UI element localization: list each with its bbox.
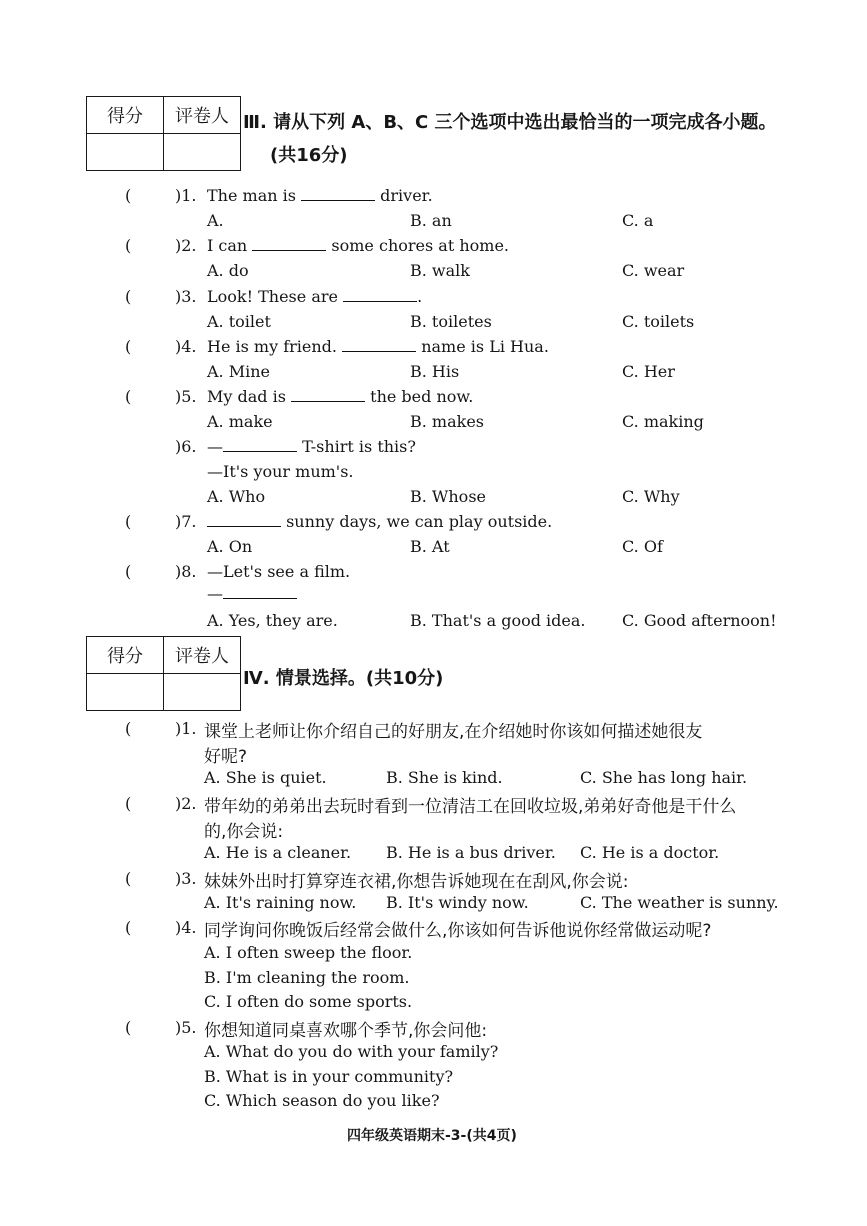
question-line-2: 的,你会说:: [204, 822, 284, 842]
option-c: C. Of: [622, 537, 663, 556]
option-b: B. an: [410, 211, 452, 230]
question-text: My dad is the bed now.: [207, 387, 474, 406]
question-number: )2.: [175, 794, 197, 813]
option-b: B. It's windy now.: [386, 893, 529, 912]
blank-line: [343, 300, 417, 302]
question-line-2: 好呢?: [204, 747, 248, 767]
option-a: A. make: [207, 412, 273, 431]
blank-line: [291, 400, 365, 402]
answer-bracket: (: [125, 869, 132, 888]
blank-line: [301, 199, 375, 201]
answer-bracket: (: [125, 794, 132, 813]
answer-bracket: (: [125, 337, 132, 356]
option-c: C. Her: [622, 362, 675, 381]
option-b: B. That's a good idea.: [410, 611, 586, 630]
section-4-title: Ⅳ. 情景选择。(共10分): [243, 668, 444, 689]
option-c: C. The weather is sunny.: [580, 893, 779, 912]
option-c: C. wear: [622, 261, 685, 280]
answer-bracket: (: [125, 719, 132, 738]
option-b: B. I'm cleaning the room.: [204, 968, 410, 987]
page-footer: 四年级英语期末-3-(共4页): [347, 1128, 517, 1144]
question-text: 带年幼的弟弟出去玩时看到一位清洁工在回收垃圾,弟弟好奇他是干什么: [204, 797, 737, 817]
score-box-2: [86, 636, 241, 711]
score-label: 得分: [87, 637, 164, 674]
answer-bracket: (: [125, 918, 132, 937]
question-line-2: —: [207, 584, 297, 603]
score-cell: [87, 134, 164, 171]
blank-line: [223, 450, 297, 452]
option-c: C. a: [622, 211, 654, 230]
question-number: )6.: [175, 437, 197, 456]
blank-line: [223, 597, 297, 599]
question-text: — T-shirt is this?: [207, 437, 416, 456]
question-line-2: —It's your mum's.: [207, 462, 354, 481]
question-number: )5.: [175, 387, 197, 406]
answer-bracket: (: [125, 512, 132, 531]
answer-bracket: (: [125, 236, 132, 255]
answer-bracket: (: [125, 1018, 132, 1037]
score-box-1: [86, 96, 241, 171]
grader-cell: [164, 674, 241, 711]
option-c: C. Why: [622, 487, 680, 506]
option-b: B. At: [410, 537, 450, 556]
grader-label: 评卷人: [164, 97, 241, 134]
answer-bracket: (: [125, 287, 132, 306]
question-text: 你想知道同桌喜欢哪个季节,你会问他:: [204, 1021, 488, 1041]
option-b: B. makes: [410, 412, 485, 431]
question-number: )3.: [175, 869, 197, 888]
question-number: )4.: [175, 918, 197, 937]
option-b: B. He is a bus driver.: [386, 843, 556, 862]
option-b: B. Whose: [410, 487, 486, 506]
option-a: A. She is quiet.: [204, 768, 327, 787]
option-a: A. toilet: [207, 312, 271, 331]
question-text: Look! These are .: [207, 287, 423, 306]
option-c: C. toilets: [622, 312, 695, 331]
answer-bracket: (: [125, 387, 132, 406]
question-number: )2.: [175, 236, 197, 255]
option-c: C. Good afternoon!: [622, 611, 777, 630]
blank-line: [252, 249, 326, 251]
option-a: A.: [207, 211, 224, 230]
option-a: A. do: [207, 261, 249, 280]
answer-bracket: (: [125, 562, 132, 581]
option-c: C. Which season do you like?: [204, 1091, 440, 1110]
score-label: 得分: [87, 97, 164, 134]
option-a: A. On: [207, 537, 253, 556]
question-number: )1.: [175, 186, 197, 205]
option-b: B. His: [410, 362, 460, 381]
option-b: B. What is in your community?: [204, 1067, 454, 1086]
question-text: sunny days, we can play outside.: [207, 512, 552, 531]
option-a: A. It's raining now.: [204, 893, 357, 912]
option-b: B. She is kind.: [386, 768, 503, 787]
option-b: B. toiletes: [410, 312, 492, 331]
section-3-title: Ⅲ. 请从下列 A、B、C 三个选项中选出最恰当的一项完成各小题。: [243, 112, 777, 133]
option-a: A. Yes, they are.: [207, 611, 338, 630]
section-3-points: (共16分): [270, 145, 348, 166]
option-c: C. I often do some sports.: [204, 992, 413, 1011]
option-a: A. He is a cleaner.: [204, 843, 352, 862]
option-c: C. He is a doctor.: [580, 843, 720, 862]
blank-line: [207, 525, 281, 527]
question-number: )3.: [175, 287, 197, 306]
question-text: 课堂上老师让你介绍自己的好朋友,在介绍她时你该如何描述她很友: [204, 722, 703, 742]
question-number: )4.: [175, 337, 197, 356]
blank-line: [342, 350, 416, 352]
option-c: C. making: [622, 412, 704, 431]
question-text: He is my friend. name is Li Hua.: [207, 337, 549, 356]
option-a: A. Who: [207, 487, 266, 506]
grader-label: 评卷人: [164, 637, 241, 674]
option-c: C. She has long hair.: [580, 768, 748, 787]
question-text: —Let's see a film.: [207, 562, 351, 581]
question-number: )1.: [175, 719, 197, 738]
option-a: A. I often sweep the floor.: [204, 943, 413, 962]
question-text: The man is driver.: [207, 186, 433, 205]
question-text: I can some chores at home.: [207, 236, 510, 255]
score-cell: [87, 674, 164, 711]
question-text: 同学询问你晚饭后经常会做什么,你该如何告诉他说你经常做运动呢?: [204, 921, 712, 941]
question-text: 妹妹外出时打算穿连衣裙,你想告诉她现在在刮风,你会说:: [204, 872, 629, 892]
grader-cell: [164, 134, 241, 171]
option-b: B. walk: [410, 261, 470, 280]
option-a: A. What do you do with your family?: [204, 1042, 499, 1061]
question-number: )7.: [175, 512, 197, 531]
answer-bracket: (: [125, 186, 132, 205]
question-number: )8.: [175, 562, 197, 581]
question-number: )5.: [175, 1018, 197, 1037]
option-a: A. Mine: [207, 362, 270, 381]
